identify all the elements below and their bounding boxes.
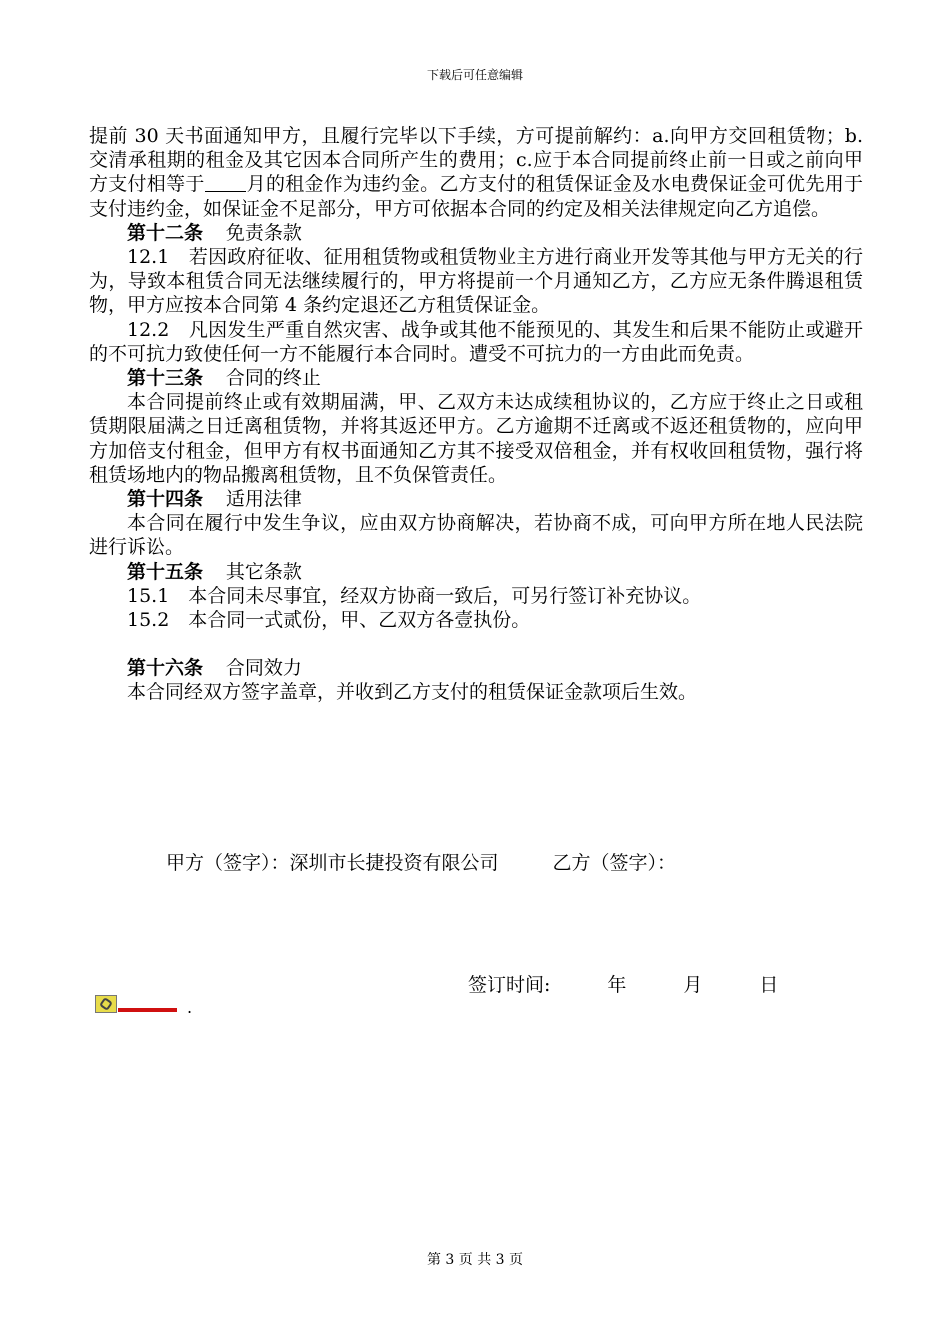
article-number: 第十四条 [127,488,204,511]
paragraph-text: 提前 30 天书面通知甲方，且履行完毕以下手续，方可提前解约：a.向甲方交回租赁物；b.交清承租期的租金及其它因本合同所产生的费用；c.应于本合同提前终止前一日或之前向甲方支付相等于 [89,125,863,196]
paragraph-text: 月的租金作为违约金。乙方支付的租赁保证金及水电费保证金可优先用于支付违约金，如保证金不足部分，甲方可依据本合同的约定及相关法律规定向乙方追偿。 [89,173,863,220]
party-b-signature: 乙方（签字）： [552,852,677,874]
signature-line [166,848,676,875]
clause-15-1: 15.1 本合同未尽事宜，经双方协商一致后，可另行签订补充协议。 [127,584,702,607]
article-number: 第十六条 [127,657,204,680]
party-a-signature: 甲方（签字）：深圳市长捷投资有限公司 [166,852,499,874]
article-13-heading [89,366,863,390]
clause-15-2: 15.2 本合同一式贰份，甲、乙双方各壹执份。 [127,609,531,632]
article-title: 其它条款 [225,560,302,583]
page-header: 下载后可任意编辑 [426,68,523,82]
red-decoration-bar [118,1008,177,1012]
clause-12-2: 12.2 凡因发生严重自然灾害、战争或其他不能预见的、其发生和后果不能防止或避开的不可抗力致使任何一方不能履行本合同时。遭受不可抗力的一方由此而免责。 [89,318,863,365]
article-title: 适用法律 [225,488,302,511]
document-logo-icon [95,995,117,1013]
article-number: 第十五条 [127,560,204,583]
article-number: 第十二条 [127,221,204,244]
article-14-heading [89,487,863,511]
signing-date: 签订时间: 年 月 日 [468,974,779,996]
clause-12-1: 12.1 若因政府征收、征用租赁物或租赁物业主方进行商业开发等其他与甲方无关的行为，导致本租赁合同无法继续履行的，甲方将提前一个月通知乙方，乙方应无条件腾退租赁物，甲方应按本合同第 4 条约定退还乙方租赁保证金。 [89,246,863,317]
clause-14: 本合同在履行中发生争议，应由双方协商解决，若协商不成，可向甲方所在地人民法院进行诉讼。 [89,512,863,559]
clause-16: 本合同经双方签字盖章，并收到乙方支付的租赁保证金款项后生效。 [127,681,698,704]
article-title: 合同效力 [225,657,302,680]
blank-underline [205,172,247,192]
article-12-heading [89,221,863,245]
paragraph-early-termination [89,124,863,221]
trailing-dot: . [187,998,193,1017]
spacer [89,632,863,656]
article-number: 第十三条 [127,367,204,390]
article-16-heading [89,656,863,680]
article-title: 合同的终止 [225,367,321,390]
clause-13: 本合同提前终止或有效期届满，甲、乙双方未达成续租协议的，乙方应于终止之日或租赁期限届满之日迁离租赁物，并将其返还甲方。乙方逾期不迁离或不返还租赁物的，应向甲方加倍支付租金，但甲方有权书面通知乙方其不接受双倍租金，并有权收回租赁物，强行将租赁场地内的物品搬离租赁物，且不负保管责任。 [89,391,863,486]
article-title: 免责条款 [225,221,302,244]
contract-body [89,124,863,705]
page-footer: 第 3 页 共 3 页 [426,1252,524,1268]
article-15-heading [89,560,863,584]
